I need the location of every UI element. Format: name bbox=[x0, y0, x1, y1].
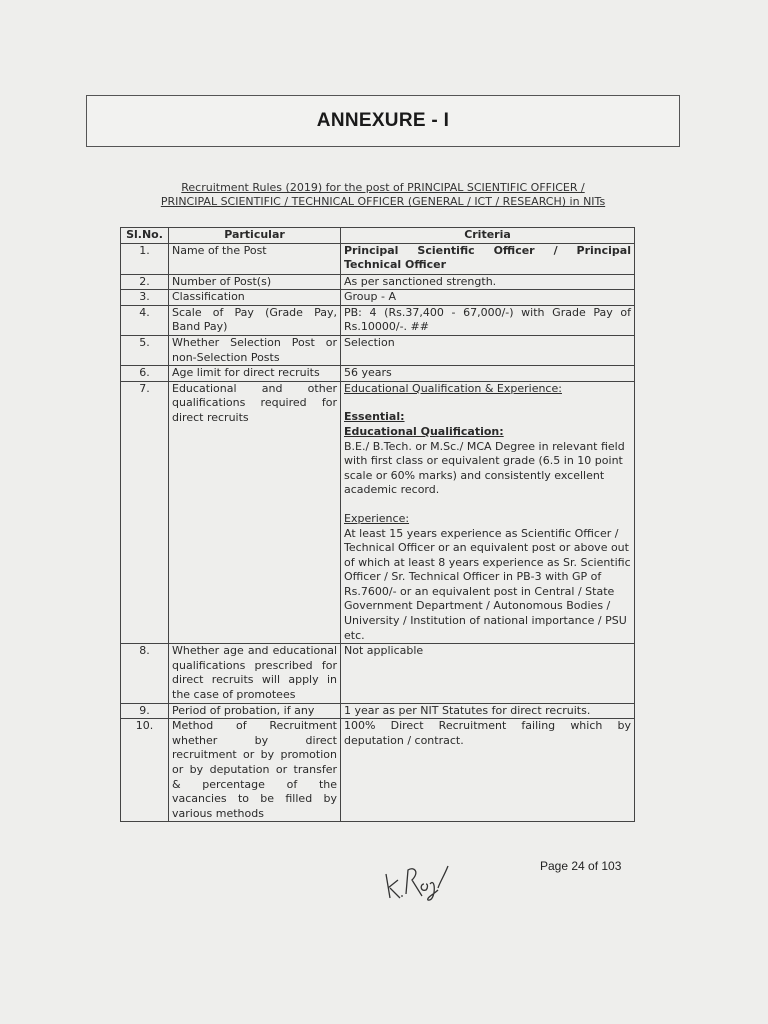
edu-qualification-heading: Educational Qualification: bbox=[344, 424, 504, 438]
row-particular: Whether Selection Post or non-Selection Posts bbox=[169, 335, 341, 365]
table-row bbox=[121, 335, 635, 365]
header-slno: Sl.No. bbox=[121, 228, 169, 244]
table-row bbox=[121, 644, 635, 703]
qualification-title: Educational Qualification & Experience: bbox=[344, 381, 562, 395]
row-particular: Number of Post(s) bbox=[169, 274, 341, 290]
table-row bbox=[121, 305, 635, 335]
edu-qualification-text: B.E./ B.Tech. or M.Sc./ MCA Degree in relevant field with first class or equivalent grade (6.5 in 10 point scale or 60% marks) and consistently excellent academic record. bbox=[344, 439, 625, 497]
row-slno: 6. bbox=[121, 366, 169, 382]
row-criteria: 1 year as per NIT Statutes for direct recruits. bbox=[341, 703, 635, 719]
annexure-title: ANNEXURE - I bbox=[316, 110, 450, 131]
table-row bbox=[121, 243, 635, 274]
document-heading bbox=[118, 181, 648, 209]
row-criteria-qualifications bbox=[341, 381, 635, 644]
row-slno: 1. bbox=[121, 243, 169, 274]
annexure-header-box bbox=[86, 95, 680, 147]
row-slno: 7. bbox=[121, 381, 169, 644]
table-header-row bbox=[121, 228, 635, 244]
table-row bbox=[121, 274, 635, 290]
row-slno: 10. bbox=[121, 719, 169, 822]
row-particular: Scale of Pay (Grade Pay, Band Pay) bbox=[169, 305, 341, 335]
row-slno: 3. bbox=[121, 290, 169, 306]
row-criteria: 56 years bbox=[341, 366, 635, 382]
row-criteria: 100% Direct Recruitment failing which by deputation / contract. bbox=[341, 719, 635, 822]
recruitment-rules-table bbox=[120, 227, 635, 822]
header-particular: Particular bbox=[169, 228, 341, 244]
table-row bbox=[121, 703, 635, 719]
table-row bbox=[121, 381, 635, 644]
row-particular: Name of the Post bbox=[169, 243, 341, 274]
row-criteria: Not applicable bbox=[341, 644, 635, 703]
row-particular: Period of probation, if any bbox=[169, 703, 341, 719]
heading-line-2: PRINCIPAL SCIENTIFIC / TECHNICAL OFFICER (GENERAL / ICT / RESEARCH) in NITs bbox=[160, 195, 606, 208]
row-slno: 5. bbox=[121, 335, 169, 365]
row-slno: 9. bbox=[121, 703, 169, 719]
row-particular: Educational and other qualifications required for direct recruits bbox=[169, 381, 341, 644]
page-number: Page 24 of 103 bbox=[540, 859, 622, 873]
row-particular: Age limit for direct recruits bbox=[169, 366, 341, 382]
header-criteria: Criteria bbox=[341, 228, 635, 244]
row-slno: 2. bbox=[121, 274, 169, 290]
row-criteria: As per sanctioned strength. bbox=[341, 274, 635, 290]
table-row bbox=[121, 366, 635, 382]
heading-line-1: Recruitment Rules (2019) for the post of PRINCIPAL SCIENTIFIC OFFICER / bbox=[181, 181, 585, 194]
row-particular: Whether age and educational qualifications prescribed for direct recruits will apply in the case of promotees bbox=[169, 644, 341, 703]
table-row bbox=[121, 719, 635, 822]
row-slno: 4. bbox=[121, 305, 169, 335]
row-slno: 8. bbox=[121, 644, 169, 703]
essential-label: Essential: bbox=[344, 410, 405, 424]
row-criteria: Principal Scientific Officer / Principal Technical Officer bbox=[341, 243, 635, 274]
experience-heading: Experience: bbox=[344, 511, 410, 525]
table-row bbox=[121, 290, 635, 306]
handwritten-signature bbox=[380, 854, 454, 904]
row-criteria: Group - A bbox=[341, 290, 635, 306]
row-criteria: PB: 4 (Rs.37,400 - 67,000/-) with Grade Pay of Rs.10000/-. ## bbox=[341, 305, 635, 335]
row-criteria: Selection bbox=[341, 335, 635, 365]
experience-text: At least 15 years experience as Scientific Officer / Technical Officer or an equivalent post or above out of which at least 8 years experience as Sr. Scientific Officer / Sr. Technical Officer in PB-3 with GP of Rs.7600/- or an equivalent post in Central / State Government Department / Autonomous Bodies / University / Institution of national importance / PSU etc. bbox=[344, 526, 631, 642]
row-particular: Method of Recruitment whether by direct recruitment or by promotion or by deputation or transfer & percentage of the vacancies to be filled by various methods bbox=[169, 719, 341, 822]
row-particular: Classification bbox=[169, 290, 341, 306]
